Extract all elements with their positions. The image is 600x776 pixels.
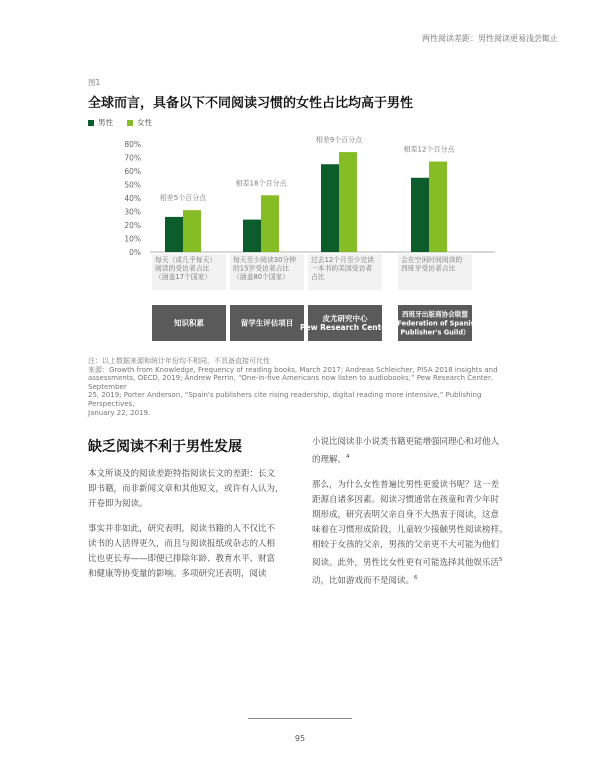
source-label: Pew Research Center — [300, 323, 390, 332]
figure-source-notes — [88, 357, 508, 417]
section-heading: 缺乏阅读不利于男性发展 — [88, 439, 242, 455]
category-label: 阅读的受访者占比 — [155, 264, 210, 273]
figure-title: 全球而言，具备以下不同阅读习惯的女性占比均高于男性 — [88, 96, 414, 111]
category-label: 一本书的美国受访者 — [311, 264, 373, 273]
source-note-line: 注：以上数据来源和统计年份均不相同，不具备直接可比性 — [88, 357, 270, 365]
category-label: （涵盖80个国家） — [233, 273, 290, 281]
body-paragraph: 那么，为什么女性普遍比男性更爱读书呢？这一差 距源自诸多因素。阅读习惯通常在孩童和青少年时 期形成，研究表明父亲自身不大热衷于阅读，这意 味着在习惯形成阶段，儿童较少接触男性阅读榜样。 相较于女孩的父亲，男孩的父亲更不大可能为他们 阅读。此外，男性比女性更有可能选择其他娱乐活$^5$ 动，比如游戏而不是阅读。$^6$ — [312, 479, 508, 586]
source-note-line: 来源：Growth from Knowledge, Frequency of reading books, March 2017; Andreas Schleicher, PISA 2018 insights and — [88, 365, 498, 374]
source-label: 留学生评估项目 — [240, 318, 294, 328]
difference-annotation: 相差12个百分点 — [403, 145, 455, 154]
bar-male — [243, 220, 261, 252]
bar-chart — [0, 0, 600, 360]
difference-annotation: 相差5个百分点 — [159, 194, 207, 203]
page-number: 95 — [294, 734, 306, 743]
footnote-ref: 4 — [346, 454, 350, 460]
category-label: （涵盖17个国家） — [155, 273, 212, 281]
source-label: 皮尤研究中心 — [322, 314, 368, 323]
source-label: 西班牙出版商协会联盟 — [402, 310, 468, 319]
figure-label: 图1 — [88, 78, 101, 87]
body-paragraph: 事实并非如此，研究表明，阅读书籍的人不仅比不 读书的人活得更久，而且与阅读报纸或杂志的人相 比也更长寿——即便已排除年龄、教育水平、财富 和健康等协变量的影响。多项研究还表明，阅读 — [88, 524, 276, 579]
source-note-line: January 22, 2019. — [88, 408, 151, 417]
body-column-right — [312, 435, 527, 598]
bar-female — [261, 195, 279, 252]
body-column-left — [88, 467, 298, 592]
category-label: 会在空闲时间阅读的 — [401, 256, 463, 264]
y-tick-label: 40% — [124, 194, 141, 203]
bar-male — [321, 164, 339, 252]
bar-female — [339, 152, 357, 252]
category-label: 的15岁受访者占比 — [233, 264, 290, 273]
source-note-line: 25, 2019; Porter Anderson, “Spain's publishers cite rising readership, digital reading more intensive,” Publishing Perspectives, — [88, 391, 482, 408]
y-tick-label: 70% — [124, 153, 141, 163]
source-label: 知识积累 — [174, 318, 204, 328]
body-paragraph: 本文所谈及的阅读差距特指阅读长文的差距：长文 即书籍，而非新闻文章和其他短文，或许有人认为， 开卷即为阅读。 — [88, 469, 284, 509]
y-tick-label: 10% — [124, 234, 141, 244]
category-label: 西班牙受访者占比 — [401, 264, 456, 273]
y-tick-label: 50% — [124, 180, 141, 190]
y-tick-label: 20% — [124, 221, 141, 230]
legend-label-male: 男性 — [98, 118, 113, 127]
bar-female — [183, 210, 201, 252]
y-tick-label: 60% — [124, 167, 141, 176]
category-label: 每天（或几乎每天） — [155, 256, 217, 264]
y-tick-label: 80% — [124, 140, 141, 149]
y-tick-label: 0% — [129, 248, 141, 257]
difference-annotation: 相差18个百分点 — [235, 179, 287, 188]
category-label: 过去12个月至少完读 — [311, 256, 375, 264]
y-tick-label: 30% — [124, 207, 141, 217]
bar-female — [429, 162, 447, 252]
source-label: （Federation of Spanish — [390, 319, 480, 328]
footnote-ref: 6 — [414, 574, 418, 581]
source-label: Publisher's Guild） — [400, 328, 470, 337]
category-label: 每天至少阅读30分钟 — [233, 256, 297, 264]
bar-male — [411, 178, 429, 252]
legend-label-female: 女性 — [137, 118, 152, 127]
source-note-line: assessments, OECD, 2019; Andrew Perrin, “One-in-five Americans now listen to audiobooks,” Pew Research Center, September — [88, 374, 494, 391]
body-paragraph: 小说比阅读非小说类书籍更能增强同理心和对他人 的理解。$^4$ — [312, 437, 500, 465]
bar-male — [165, 217, 183, 252]
footer-rule — [248, 718, 352, 719]
footnote-ref: 5 — [499, 556, 503, 563]
category-label: 占比 — [311, 273, 325, 281]
running-header: 两性阅读差距：男性阅读更易浅尝辄止 — [422, 34, 558, 43]
difference-annotation: 相差9个百分点 — [315, 136, 363, 145]
